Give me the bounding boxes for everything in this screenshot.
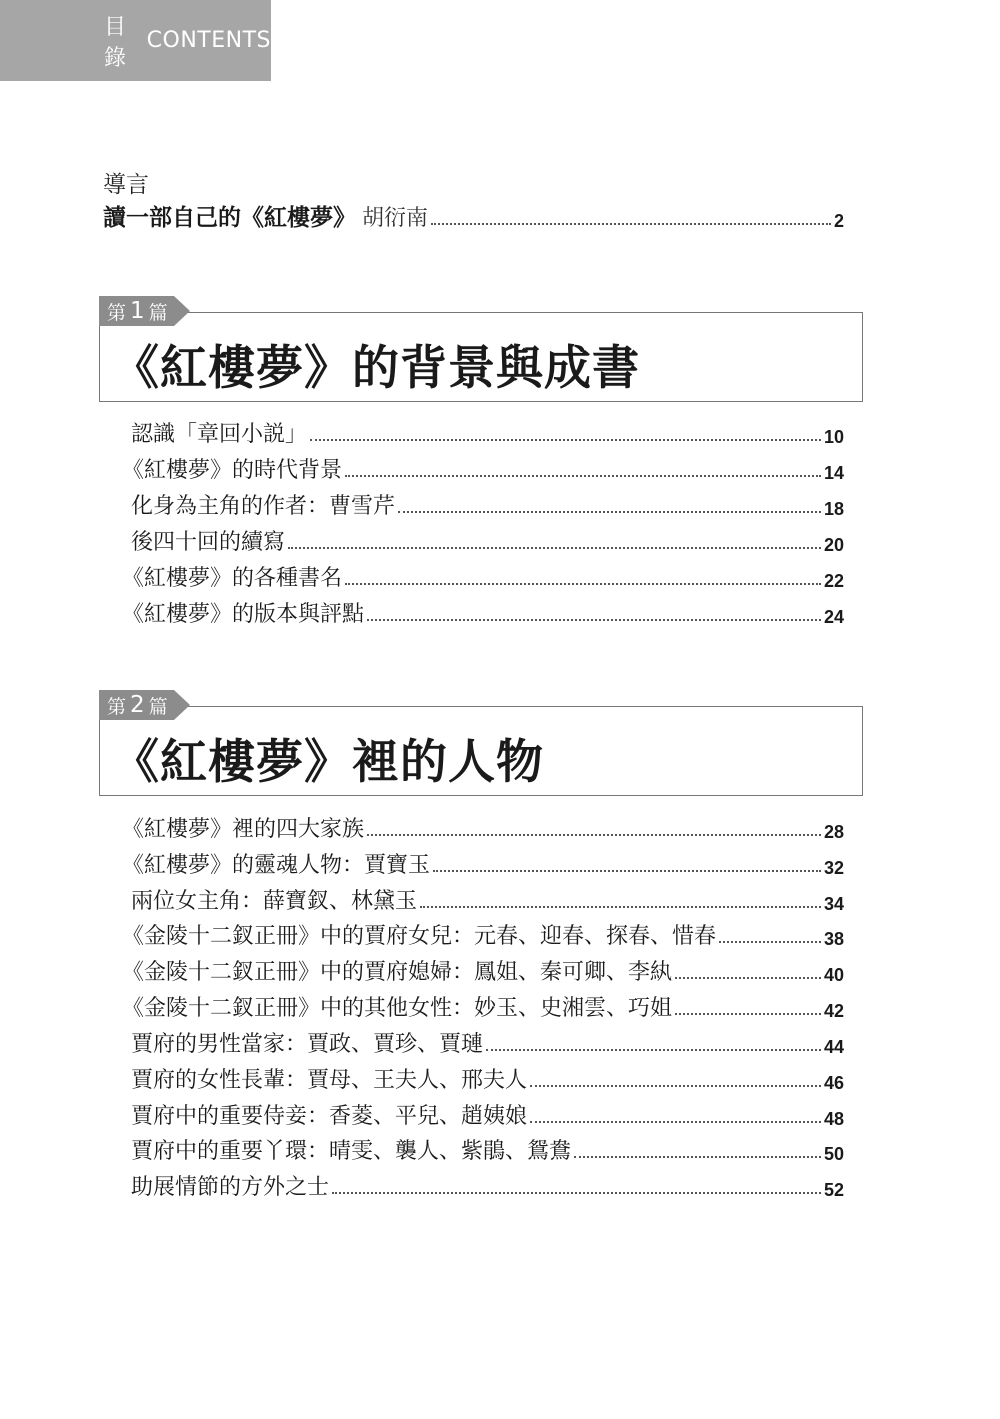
entry-title: 《金陵十二釵正冊》中的賈府媳婦：鳳姐、秦可卿、李紈 xyxy=(122,960,673,985)
intro-title: 讀一部自己的《紅樓夢》 xyxy=(103,205,356,231)
page-number: 42 xyxy=(823,1001,844,1021)
page-number: 32 xyxy=(823,858,844,878)
dot-leader xyxy=(675,1013,821,1015)
dot-leader xyxy=(367,619,821,621)
intro-author: 胡衍南 xyxy=(362,206,429,231)
entry-title: 兩位女主角：薛寶釵、林黛玉 xyxy=(131,889,418,914)
entry-title: 《紅樓夢》的時代背景 xyxy=(122,458,343,483)
toc-entry[interactable] xyxy=(131,1100,844,1130)
dot-leader xyxy=(530,1121,821,1123)
entry-title: 賈府中的重要丫環：晴雯、襲人、紫鵑、鴛鴦 xyxy=(131,1139,572,1164)
toc-entry[interactable] xyxy=(122,598,844,628)
toc-entry[interactable] xyxy=(131,418,844,448)
tag-arrow xyxy=(174,296,190,326)
entry-title: 《紅樓夢》裡的四大家族 xyxy=(122,817,365,842)
dot-leader xyxy=(288,547,821,549)
dot-leader xyxy=(719,941,821,943)
page-number: 34 xyxy=(823,894,844,914)
page-number: 22 xyxy=(823,571,844,591)
entry-title: 《金陵十二釵正冊》中的其他女性：妙玉、史湘雲、巧姐 xyxy=(122,996,673,1021)
page-number: 18 xyxy=(823,499,844,519)
entry-title: 《金陵十二釵正冊》中的賈府女兒：元春、迎春、探春、惜春 xyxy=(122,924,717,949)
contents-header-tab xyxy=(0,0,271,81)
part-tag-suffix: 篇 xyxy=(148,301,168,324)
toc-entry[interactable] xyxy=(131,1135,844,1165)
toc-entry[interactable] xyxy=(122,956,844,986)
toc-entry[interactable] xyxy=(131,1171,844,1201)
page-number: 40 xyxy=(823,965,844,985)
entry-title: 《紅樓夢》的靈魂人物：賈寶玉 xyxy=(122,853,431,878)
part-tag-prefix: 第 xyxy=(107,301,127,324)
entry-title: 認識「章回小説」 xyxy=(131,422,308,447)
toc-entry[interactable] xyxy=(131,490,844,520)
page-number: 24 xyxy=(823,607,844,627)
page-number: 48 xyxy=(823,1109,844,1129)
tag-arrow xyxy=(174,690,190,720)
entry-title: 賈府的女性長輩：賈母、王夫人、邢夫人 xyxy=(131,1068,528,1093)
entry-title: 《紅樓夢》的各種書名 xyxy=(122,566,343,591)
part-tag-prefix: 第 xyxy=(107,695,127,718)
part-2-title: 《紅樓夢》裡的人物 xyxy=(112,735,544,790)
toc-entry-intro[interactable] xyxy=(103,202,844,232)
page-number: 20 xyxy=(823,535,844,555)
intro-label: 導言 xyxy=(103,172,149,198)
toc-entry[interactable] xyxy=(122,454,844,484)
page-number: 50 xyxy=(823,1144,844,1164)
toc-entry[interactable] xyxy=(122,562,844,592)
intro-title-wrap xyxy=(103,205,428,232)
toc-entry[interactable] xyxy=(131,526,844,556)
entry-title: 化身為主角的作者：曹雪芹 xyxy=(131,494,396,519)
dot-leader xyxy=(332,1192,821,1194)
part-tag-number: 1 xyxy=(130,298,145,324)
dot-leader xyxy=(345,475,821,477)
page-number: 38 xyxy=(823,929,844,949)
part-tag-suffix: 篇 xyxy=(148,695,168,718)
page-number: 46 xyxy=(823,1073,844,1093)
dot-leader xyxy=(486,1049,821,1051)
dot-leader xyxy=(433,870,821,872)
toc-entry[interactable] xyxy=(131,1064,844,1094)
dot-leader xyxy=(574,1156,821,1158)
dot-leader xyxy=(367,834,821,836)
toc-entry[interactable] xyxy=(131,1028,844,1058)
entry-title: 助展情節的方外之士 xyxy=(131,1175,330,1200)
page-number: 10 xyxy=(823,427,844,447)
part-1-tag xyxy=(99,296,190,326)
dot-leader xyxy=(675,977,821,979)
part-tag-number: 2 xyxy=(130,692,145,718)
entry-title: 賈府的男性當家：賈政、賈珍、賈璉 xyxy=(131,1032,484,1057)
header-label-en: CONTENTS xyxy=(146,28,271,53)
dot-leader xyxy=(420,906,821,908)
toc-entry[interactable] xyxy=(122,813,844,843)
dot-leader xyxy=(431,223,831,225)
dot-leader xyxy=(398,511,821,513)
dot-leader xyxy=(345,583,821,585)
page-number: 2 xyxy=(833,211,844,231)
toc-entry[interactable] xyxy=(122,849,844,879)
entry-title: 後四十回的續寫 xyxy=(131,530,286,555)
page-number: 52 xyxy=(823,1180,844,1200)
page-number: 14 xyxy=(823,463,844,483)
part-2-tag xyxy=(99,690,190,720)
dot-leader xyxy=(530,1085,821,1087)
header-label-cn: 目錄 xyxy=(104,14,127,71)
entry-title: 《紅樓夢》的版本與評點 xyxy=(122,602,365,627)
entry-title: 賈府中的重要侍妾：香菱、平兒、趙姨娘 xyxy=(131,1104,528,1129)
toc-entry[interactable] xyxy=(131,885,844,915)
toc-entry[interactable] xyxy=(122,992,844,1022)
page-number: 44 xyxy=(823,1037,844,1057)
dot-leader xyxy=(310,439,821,441)
part-1-title: 《紅樓夢》的背景與成書 xyxy=(112,341,640,396)
toc-entry[interactable] xyxy=(122,920,844,950)
page-number: 28 xyxy=(823,822,844,842)
